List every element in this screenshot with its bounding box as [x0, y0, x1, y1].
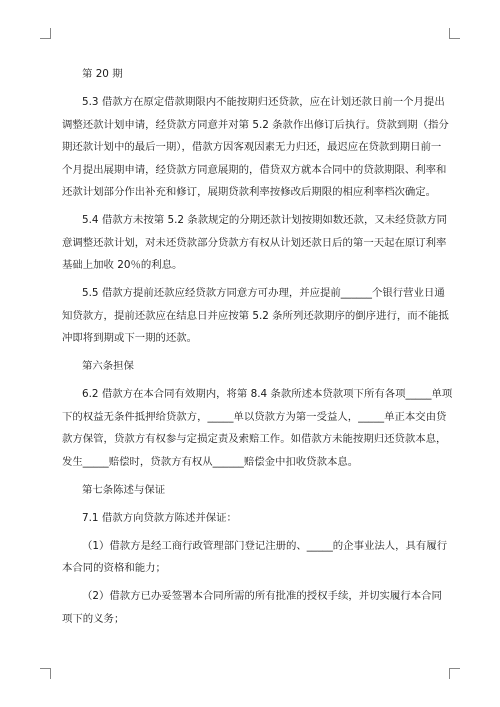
- clause-6-2-line: 下的权益无条件抵押给贷款方，_____单以贷款方为第一受益人，_____单正本交由贷: [62, 410, 447, 423]
- clause-7-1-line: 7.1 借款方向贷款方陈述并保证：: [82, 511, 237, 524]
- item-2-line: （2）借款方已办妥签署本合同所需的所有批准的授权手续，并切实履行本合同: [82, 590, 442, 602]
- crop-mark-bottom-right: [449, 668, 460, 679]
- clause-6-2-line: 发生_____赔偿时，贷款方有权从______赔偿金中扣收贷款本息。: [62, 455, 359, 468]
- clause-5-3-line: 调整还款计划申请，经贷款方同意并对第 5.2 条款作出修订后执行。贷款到期（指分: [62, 118, 449, 131]
- clause-5-3-line: 期还款计划中的最后一期），借款方因客观因素无力归还，最迟应在贷款到期日前一: [62, 141, 442, 153]
- clause-6-2-line: 6.2 借款方在本合同有效期内，将第 8.4 条款所述本贷款项下所有各项_____单项: [82, 388, 453, 400]
- clause-5-5-line: 冲即将到期或下一期的还款。: [62, 332, 198, 344]
- period-heading: 第 20 期: [82, 68, 123, 80]
- section-heading-guarantee: 第六条担保: [82, 360, 134, 372]
- clause-5-4-line: 意调整还款计划，对未还贷款部分贷款方有权从计划还款日后的第一天起在原订利率: [62, 236, 447, 249]
- clause-5-5-line: 知贷款方，提前还款应在结息日并应按第 5.2 条所列还款期序的倒序进行，而不能抵: [62, 309, 449, 322]
- clause-5-3-line: 5.3 借款方在原定借款期限内不能按期归还贷款，应在计划还款日前一个月提出: [82, 96, 445, 108]
- clause-5-3-line: 个月提出展期申请，经贷款方同意展期的，借贷双方就本合同中的贷款期限、利率和: [62, 163, 447, 176]
- clause-5-5-line: 5.5 借款方提前还款应经贷款方同意方可办理，并应提前______个银行营业日通: [82, 287, 445, 299]
- item-1-line: （1）借款方是经工商行政管理部门登记注册的、_____的企事业法人，具有履行: [82, 539, 448, 552]
- crop-mark-top-right: [449, 28, 460, 39]
- crop-mark-bottom-left: [40, 668, 51, 679]
- clause-6-2-line: 款方保管，贷款方有权参与定损定责及索赔工作。如借款方未能按期归还贷款本息，: [62, 433, 447, 445]
- crop-mark-top-left: [40, 28, 51, 39]
- item-2-line: 项下的义务；: [62, 612, 125, 625]
- clause-5-4-line: 基础上加收 20％的利息。: [62, 259, 183, 271]
- item-1-line: 本合同的资格和能力；: [62, 562, 166, 574]
- clause-5-4-line: 5.4 借款方未按第 5.2 条款规定的分期还款计划按期如数还款，又未经贷款方同: [82, 214, 448, 226]
- section-heading-representations: 第七条陈述与保证: [82, 483, 166, 496]
- document-body: [62, 63, 453, 630]
- clause-5-3-line: 还款计划部分作出补充和修订，展期贷款利率按修改后期限的相应利率档次确定。: [62, 186, 437, 198]
